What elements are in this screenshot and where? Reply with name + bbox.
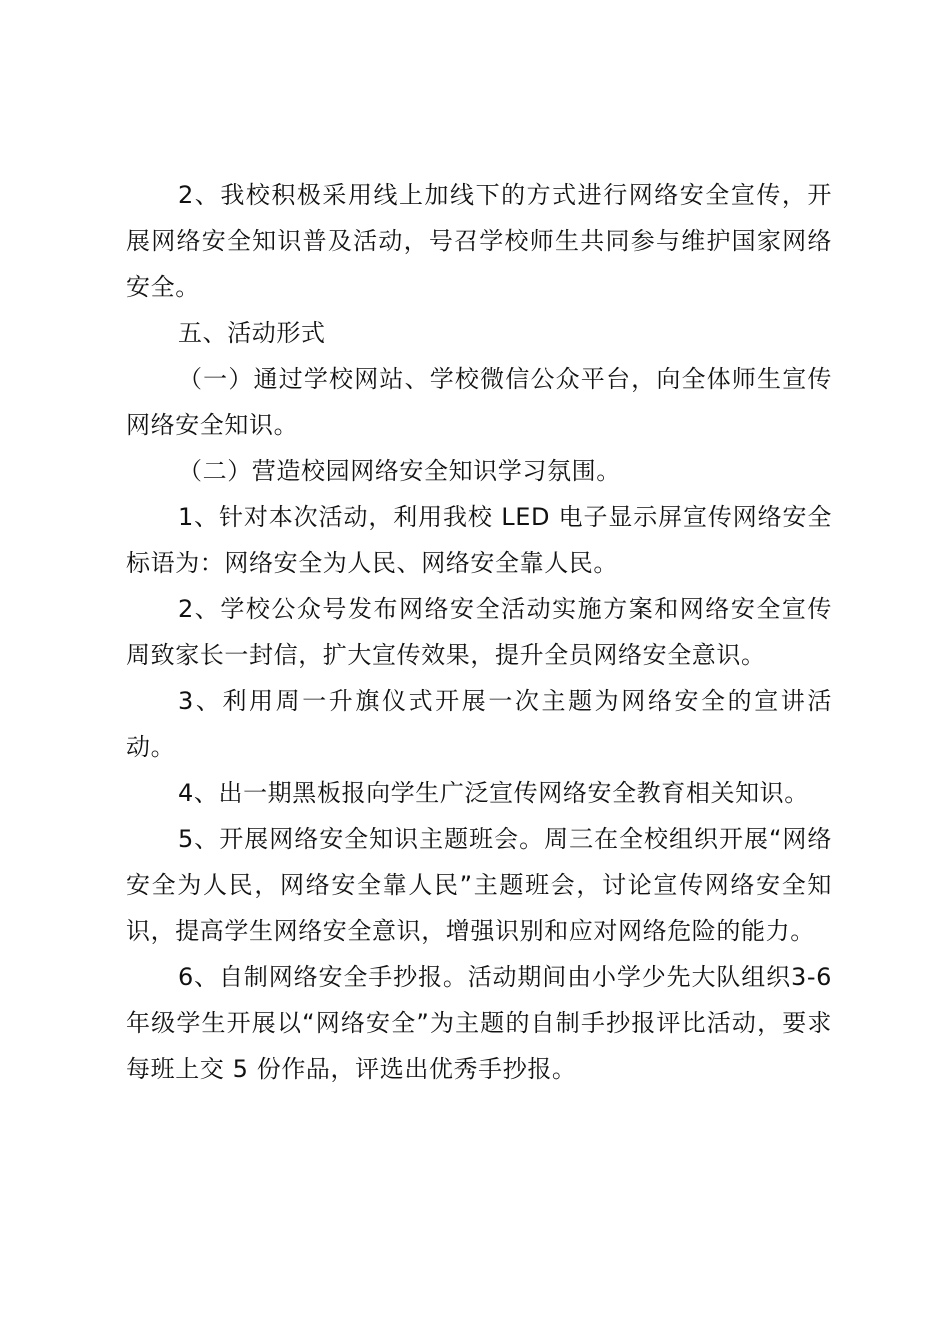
document-body bbox=[126, 172, 832, 1092]
paragraph-class-meeting: 5、开展网络安全知识主题班会。周三在全校组织开展“网络安全为人民，网络安全靠人民”主题班会，讨论宣传网络安全知识，提高学生网络安全意识，增强识别和应对网络危险的能力。 bbox=[126, 825, 832, 945]
paragraph-website-wechat: （一）通过学校网站、学校微信公众平台，向全体师生宣传网络安全知识。 bbox=[126, 365, 832, 439]
paragraph-handwritten-newspaper: 6、自制网络安全手抄报。活动期间由小学少先大队组织3-6 年级学生开展以“网络安全”为主题的自制手抄报评比活动，要求每班上交 5 份作品，评选出优秀手抄报。 bbox=[126, 963, 832, 1083]
paragraph-blackboard: 4、出一期黑板报向学生广泛宣传网络安全教育相关知识。 bbox=[178, 779, 809, 807]
paragraph-online-offline-promotion: 2、我校积极采用线上加线下的方式进行网络安全宣传，开展网络安全知识普及活动，号召学校师生共同参与维护国家网络安全。 bbox=[126, 181, 832, 301]
paragraph-led-screen: 1、针对本次活动，利用我校 LED 电子显示屏宣传网络安全标语为：网络安全为人民、网络安全靠人民。 bbox=[126, 503, 832, 577]
paragraph-flag-raising: 3、利用周一升旗仪式开展一次主题为网络安全的宣讲活动。 bbox=[126, 687, 832, 761]
paragraph-campus-atmosphere: （二）营造校园网络安全知识学习氛围。 bbox=[178, 457, 621, 485]
paragraph-official-account: 2、学校公众号发布网络安全活动实施方案和网络安全宣传周致家长一封信，扩大宣传效果，提升全员网络安全意识。 bbox=[126, 595, 832, 669]
section-heading-activity-forms: 五、活动形式 bbox=[178, 319, 326, 347]
